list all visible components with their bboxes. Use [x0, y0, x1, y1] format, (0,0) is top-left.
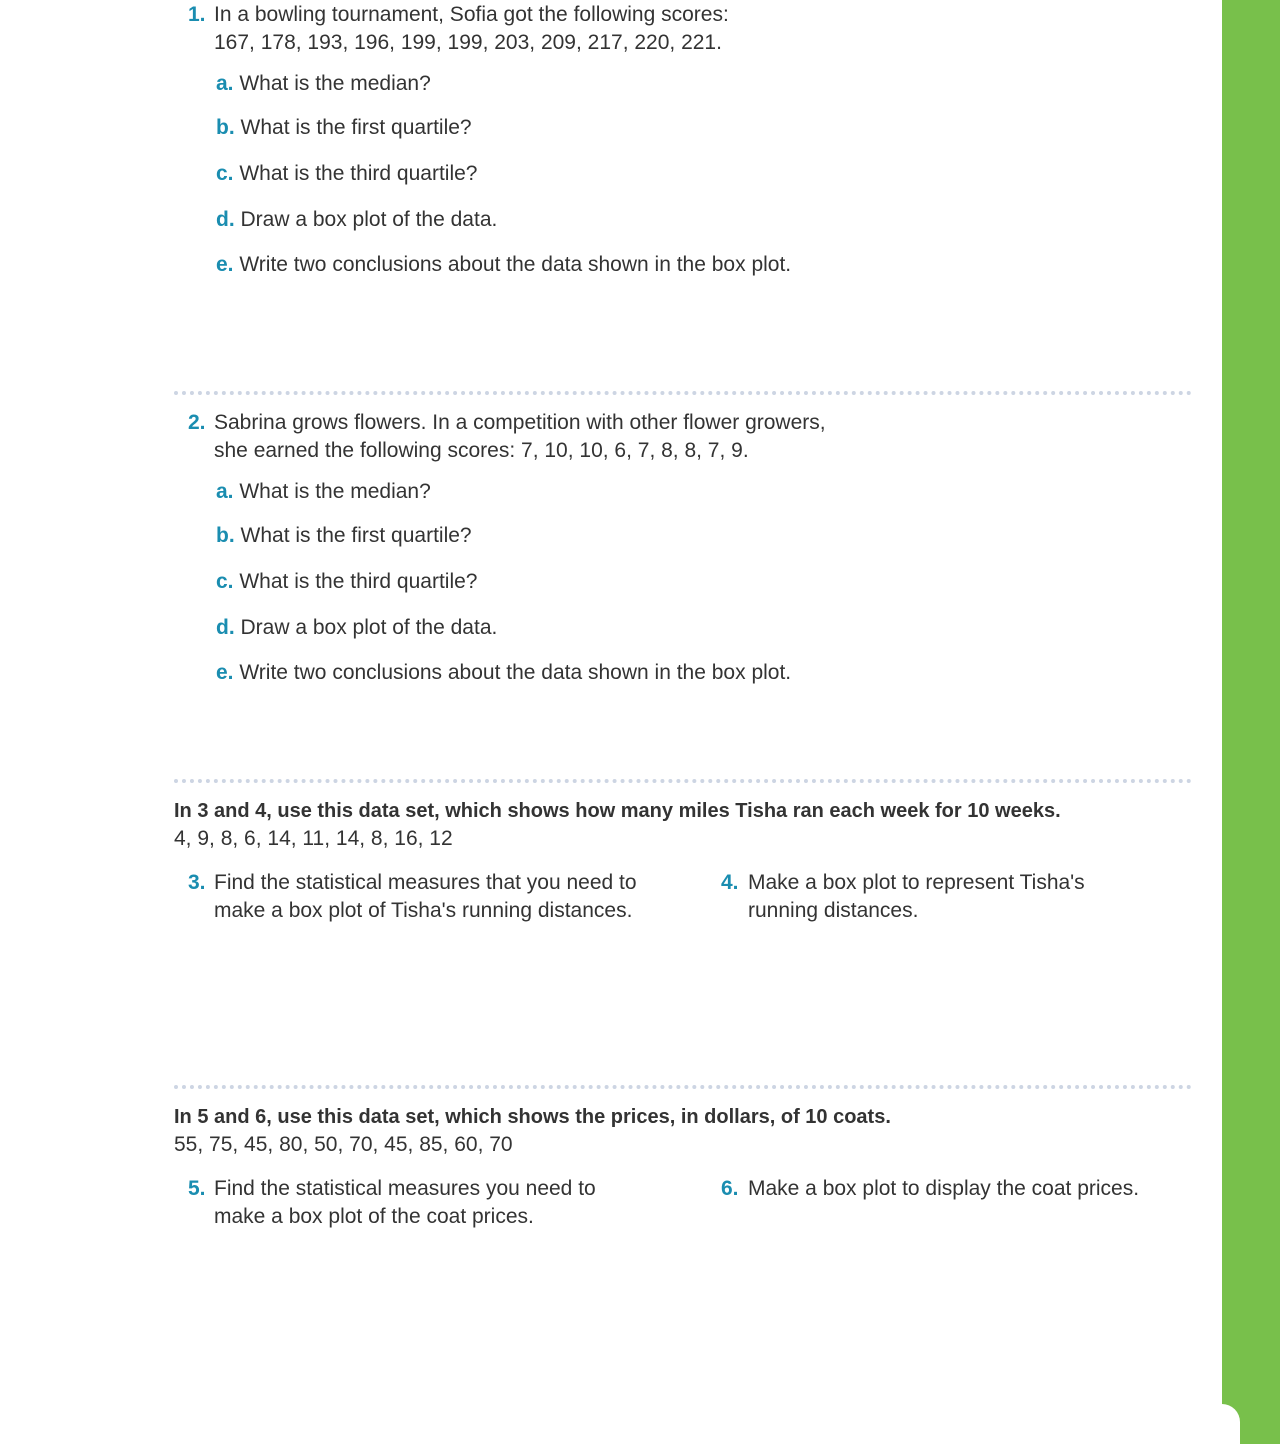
part-text: What is the median? [239, 72, 431, 95]
part-letter: e. [216, 661, 234, 684]
part-letter: c. [216, 570, 234, 593]
q2-part-a [216, 478, 431, 506]
q5-line2: make a box plot of the coat prices. [214, 1205, 534, 1228]
part-text: What is the median? [239, 480, 431, 503]
intro-num: 6 [255, 1106, 267, 1128]
set34-intro [174, 797, 1061, 825]
intro-and: and [208, 1106, 256, 1128]
q4-line1: Make a box plot to represent Tisha's [748, 871, 1085, 894]
q3-line1: Find the statistical measures that you need to [214, 871, 637, 894]
part-text: Write two conclusions about the data shown in the box plot. [239, 253, 792, 276]
q1-prompt-line1: In a bowling tournament, Sofia got the following scores: [214, 3, 729, 26]
q2-part-c [216, 568, 477, 596]
intro-prefix: In [174, 1106, 198, 1128]
intro-num: 3 [197, 800, 209, 822]
section-divider [174, 391, 1192, 395]
part-text: What is the first quartile? [240, 116, 472, 139]
set56-intro [174, 1103, 891, 1131]
q5-line1: Find the statistical measures you need to [214, 1177, 596, 1200]
q1-part-c [216, 160, 477, 188]
part-letter: b. [216, 524, 235, 547]
q3-line2: make a box plot of Tisha's running distances. [214, 899, 633, 922]
q2-part-d [216, 614, 497, 642]
part-text: Draw a box plot of the data. [240, 616, 498, 639]
part-letter: d. [216, 616, 235, 639]
part-text: Draw a box plot of the data. [240, 208, 498, 231]
part-letter: d. [216, 208, 235, 231]
q3-number: 3. [188, 871, 206, 894]
q2-part-b [216, 522, 472, 550]
set34-data: 4, 9, 8, 6, 14, 11, 14, 8, 16, 12 [174, 827, 453, 850]
part-letter: e. [216, 253, 234, 276]
q2-prompt-line2: she earned the following scores: 7, 10, 10, 6, 7, 8, 8, 7, 9. [214, 439, 749, 462]
q1-data-line: 167, 178, 193, 196, 199, 199, 203, 209, 217, 220, 221. [214, 31, 722, 54]
q6-number: 6. [721, 1177, 739, 1200]
q1-part-e [216, 251, 791, 279]
part-text: What is the third quartile? [239, 570, 478, 593]
q1-part-b [216, 114, 472, 142]
part-letter: c. [216, 162, 234, 185]
q2-number: 2. [188, 411, 206, 434]
intro-prefix: In [174, 800, 198, 822]
part-text: What is the third quartile? [239, 162, 478, 185]
set56-data: 55, 75, 45, 80, 50, 70, 45, 85, 60, 70 [174, 1133, 513, 1156]
q4-number: 4. [721, 871, 739, 894]
page-edge-tab [1222, 0, 1280, 1444]
q5-number: 5. [188, 1177, 206, 1200]
part-text: Write two conclusions about the data shown in the box plot. [239, 661, 792, 684]
part-letter: a. [216, 72, 234, 95]
q2-prompt-line1: Sabrina grows flowers. In a competition with other flower growers, [214, 411, 826, 434]
part-text: What is the first quartile? [240, 524, 472, 547]
intro-and: and [208, 800, 256, 822]
part-letter: a. [216, 480, 234, 503]
section-divider [174, 1085, 1192, 1089]
part-letter: b. [216, 116, 235, 139]
section-divider [174, 779, 1192, 783]
q2-part-e [216, 659, 791, 687]
intro-rest: , use this data set, which shows how many miles Tisha ran each week for 10 weeks. [266, 800, 1061, 822]
q6-line1: Make a box plot to display the coat prices. [748, 1177, 1140, 1200]
intro-num: 4 [255, 800, 267, 822]
intro-rest: , use this data set, which shows the prices, in dollars, of 10 coats. [266, 1106, 891, 1128]
q1-part-d [216, 206, 497, 234]
q1-number: 1. [188, 3, 206, 26]
intro-num: 5 [197, 1106, 209, 1128]
q1-part-a [216, 70, 431, 98]
q4-line2: running distances. [748, 899, 919, 922]
